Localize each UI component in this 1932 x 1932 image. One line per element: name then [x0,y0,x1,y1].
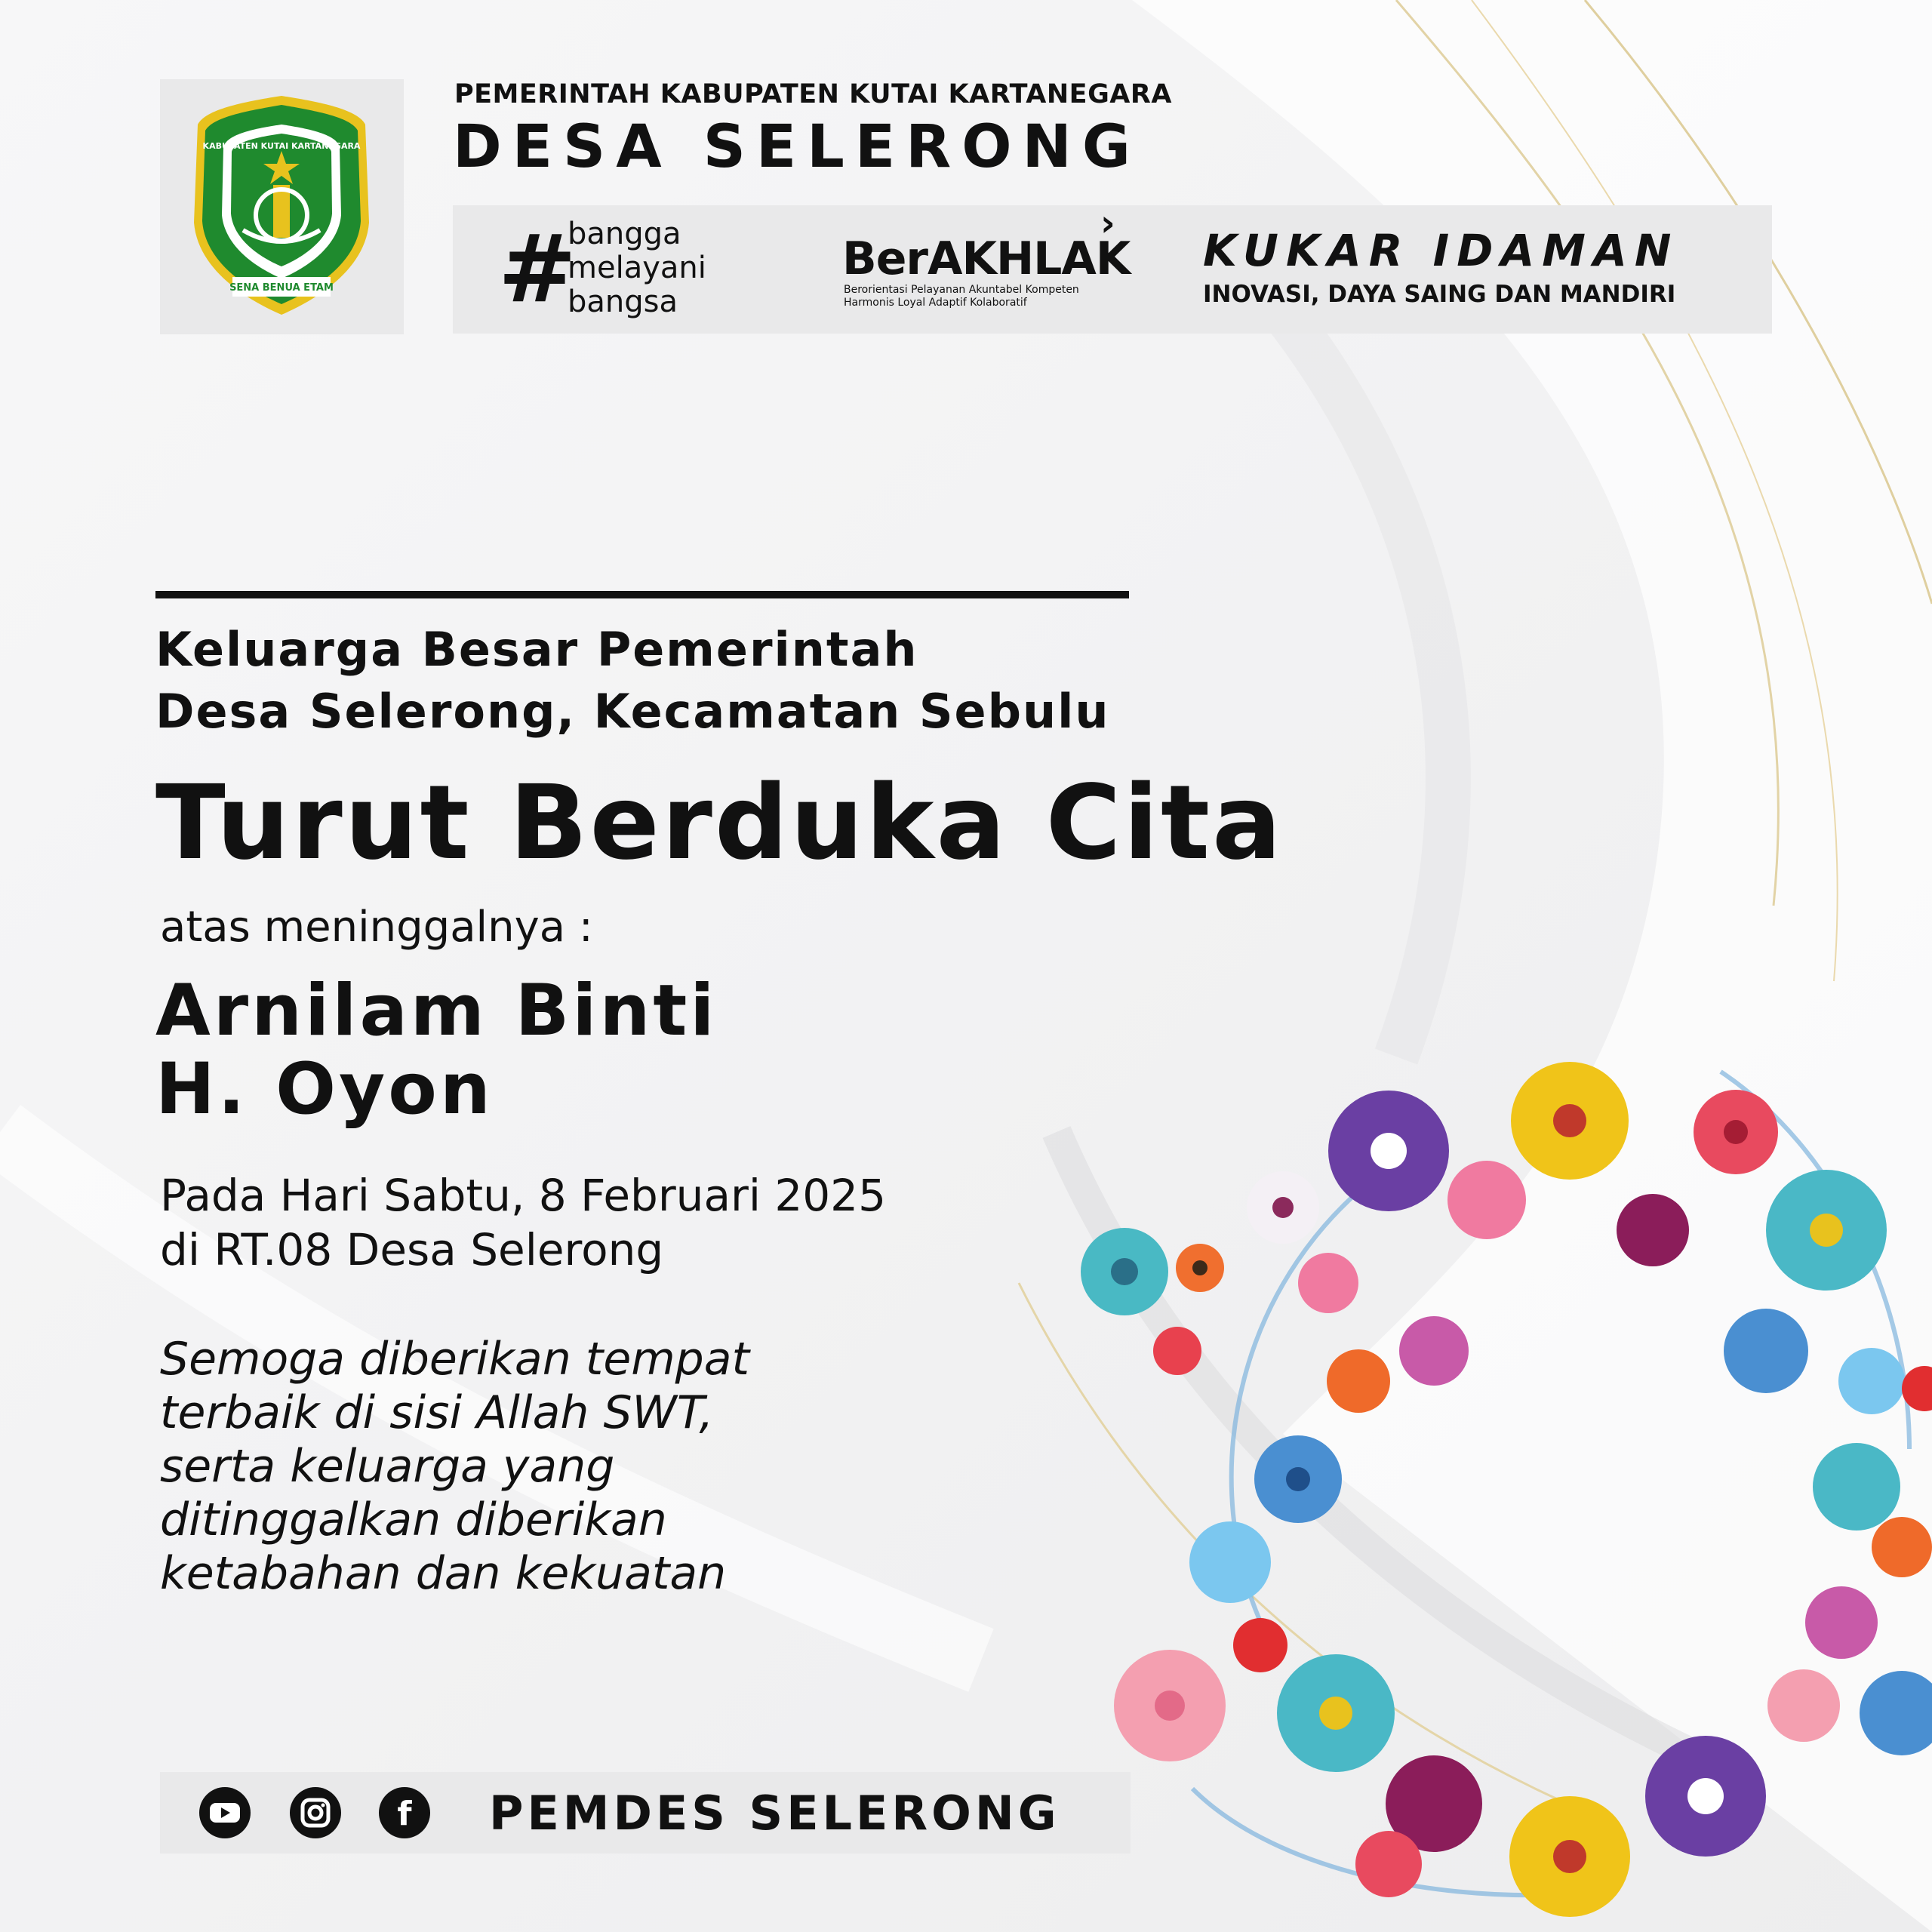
village-title: DESA SELERONG [453,113,1141,181]
flower [1813,1443,1900,1531]
flower [1328,1091,1449,1211]
facebook-icon[interactable] [379,1787,430,1838]
flower [1766,1170,1887,1291]
svg-text:f: f [397,1795,412,1833]
chevron-right-icon: › [1100,202,1115,245]
flower [1176,1244,1224,1292]
flower [1277,1654,1395,1772]
social-account-name[interactable]: PEMDES SELERONG [489,1786,1060,1841]
logo-panel [160,79,404,334]
family-line-1: Keluarga Besar Pemerintah [155,622,918,677]
flower [1327,1349,1390,1413]
prayer-line: ditinggalkan diberikan [160,1494,667,1546]
svg-text:KABUPATEN KUTAI KARTANEGARA: KABUPATEN KUTAI KARTANEGARA [202,141,361,151]
flower [1617,1194,1689,1266]
prayer-line: terbaik di sisi Allah SWT, [160,1386,714,1439]
flower [1872,1517,1932,1577]
flower [1254,1435,1342,1523]
name-line-1: Arnilam Binti [155,970,718,1052]
flower [1838,1348,1905,1414]
family-line-2: Desa Selerong, Kecamatan Sebulu [155,684,1110,739]
kukar-idaman-subtitle: INOVASI, DAYA SAING DAN MANDIRI [1203,281,1676,308]
berakhlak-line-2: Harmonis Loyal Adaptif Kolaboratif [844,297,1027,309]
flower [1189,1521,1271,1603]
berakhlak-line-1: Berorientasi Pelayanan Akuntabel Kompeten [844,284,1079,296]
melayani-word: melayani [568,251,706,285]
prayer-text [160,1333,749,1601]
flower [1247,1171,1319,1244]
berakhlak-title: BerAKHLAK [842,232,1131,285]
flower [1081,1228,1168,1315]
flower [1298,1253,1358,1313]
flower [1511,1062,1629,1180]
family-sender [155,619,1110,743]
flower [1694,1090,1778,1174]
hashtag-icon: # [498,215,577,324]
flower [1724,1309,1808,1393]
bangsa-word: bangsa [568,285,678,319]
berakhlak-subtitle [844,284,1123,309]
flower [1767,1669,1840,1742]
prayer-line: ketabahan dan kekuatan [160,1547,727,1600]
flower [1114,1650,1226,1761]
deceased-name [155,972,718,1129]
prayer-line: Semoga diberikan tempat [160,1333,750,1386]
youtube-icon[interactable] [199,1787,251,1838]
flower [1153,1327,1201,1375]
flower-wreath [1041,958,1932,1932]
date-line: Pada Hari Sabtu, 8 Februari 2025 [160,1170,886,1221]
flower [1355,1831,1422,1897]
divider-line [155,591,1129,598]
bangga-melayani-bangsa-logo [568,217,706,319]
flower [1509,1796,1630,1917]
instagram-icon[interactable] [290,1787,341,1838]
condolence-headline: Turut Berduka Cita [155,764,1284,883]
flower [1645,1736,1766,1857]
flower [1805,1586,1878,1659]
event-details [160,1168,886,1277]
svg-text:SENA BENUA ETAM: SENA BENUA ETAM [229,282,334,294]
flower [1399,1316,1469,1386]
place-line: di RT.08 Desa Selerong [160,1224,664,1275]
intro-text: atas meninggalnya : [160,903,593,952]
bangga-word: bangga [568,217,681,251]
arabic-calligraphy [155,383,1129,572]
name-line-2: H. Oyon [155,1048,494,1131]
kukar-idaman-title: KUKAR IDAMAN [1203,225,1679,276]
flower [1447,1161,1526,1239]
flower [1860,1671,1932,1755]
government-name: PEMERINTAH KABUPATEN KUTAI KARTANEGARA [454,79,1172,109]
flower [1233,1618,1287,1672]
kutai-kartanegara-emblem [160,79,404,334]
prayer-line: serta keluarga yang [160,1440,615,1493]
